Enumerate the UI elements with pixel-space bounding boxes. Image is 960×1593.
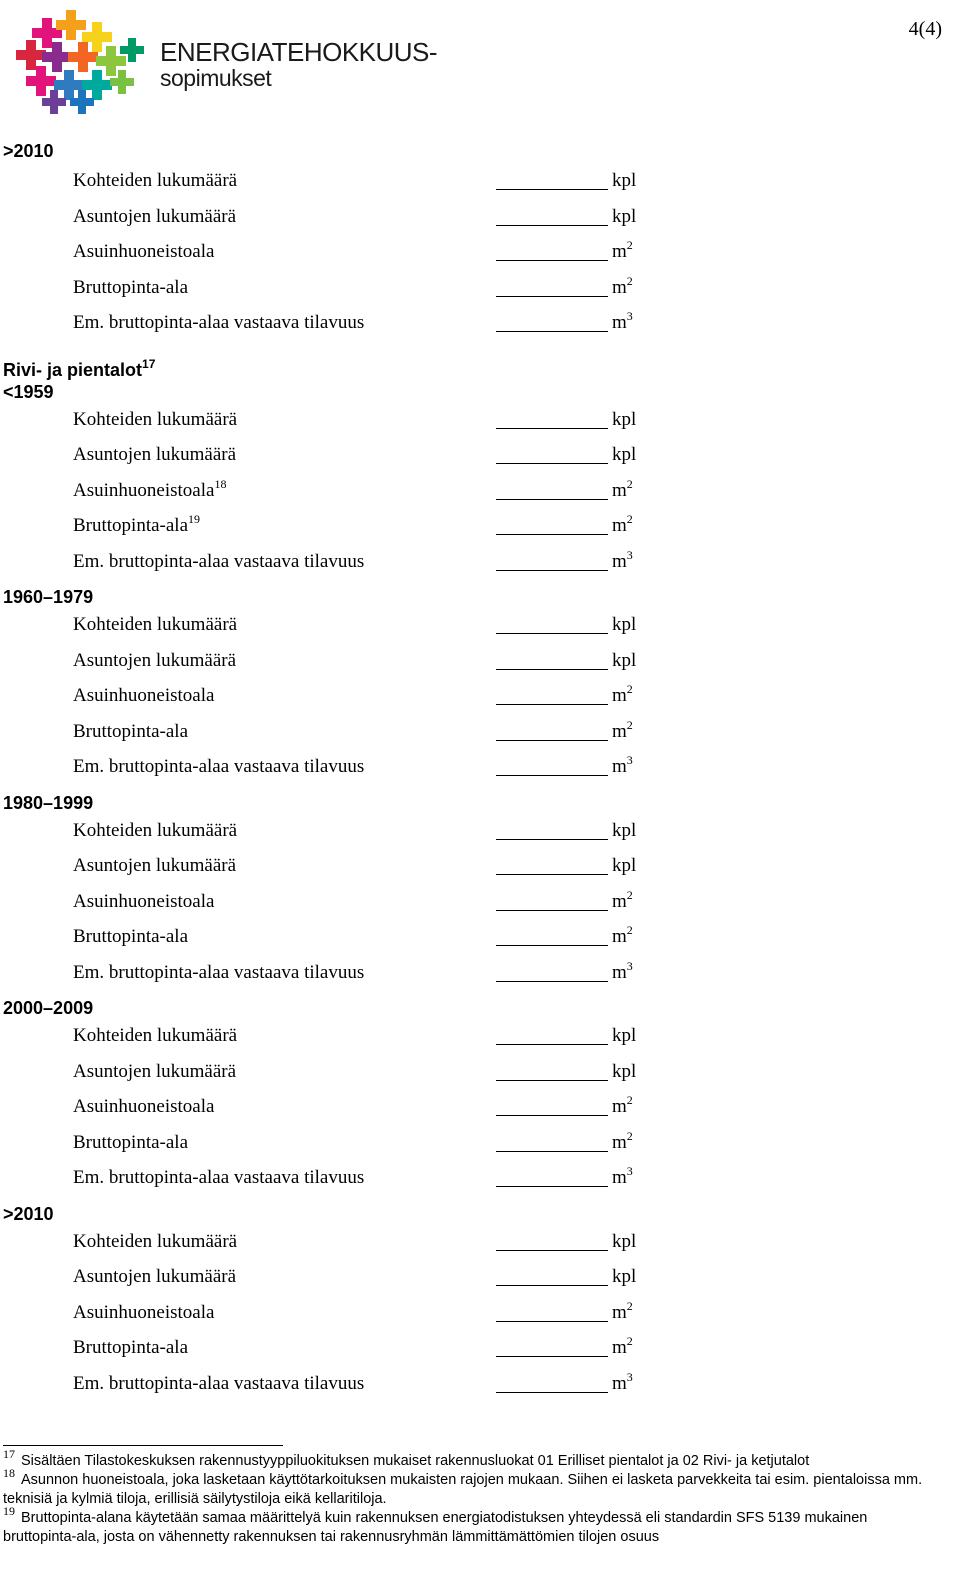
footnotes [3,1447,943,1547]
period-heading: <1959 [3,381,54,402]
unit-text: kpl [612,649,637,671]
field-label-text: Em. bruttopinta-alaa vastaava tilavuus [73,312,365,333]
fill-in-blank[interactable] [496,910,608,911]
unit-text: kpl [612,170,637,191]
unit-label [612,958,633,985]
unit-text: kpl [612,408,637,430]
fill-in-blank[interactable] [496,1080,608,1081]
unit-text: m [612,312,627,333]
period-heading: >2010 [3,141,54,161]
fill-in-blank[interactable] [496,225,608,226]
fill-in-blank[interactable] [496,633,608,634]
field-label-text: Asuntojen lukumäärä [73,855,237,876]
fill-in-blank[interactable] [496,775,608,776]
unit-exponent: 2 [626,476,633,491]
field-label [73,1131,188,1155]
unit-exponent: 2 [626,1093,633,1107]
unit-exponent: 2 [626,887,633,902]
unit-label [612,717,633,744]
unit-label [612,205,636,229]
fill-in-blank[interactable] [496,1250,608,1251]
unit-exponent: 2 [626,1334,633,1348]
form-row [0,885,960,921]
form-row [0,1331,960,1367]
fill-in-blank[interactable] [496,1321,608,1322]
field-label-text: Asuinhuoneistoala [73,890,215,912]
unit-label [612,169,636,193]
field-label-text: Asuinhuoneistoala [73,685,215,706]
unit-label [612,240,633,264]
unit-label [612,1166,633,1190]
footnote-text: Asunnon huoneistoala, joka lasketaan käyttötarkoituksen mukaisten rajojen mukaan. Siihen ei lasketa parvekkeita tai esim. pientaloissa mm. teknisiä ja kylmiä tiloja, erillisiä säilytystiloja eikä kellaritiloja. [3,1472,923,1507]
section-gap [0,342,960,359]
form-row [0,849,960,885]
unit-text: m [612,241,627,262]
field-label-text: Asuinhuoneistoala [73,479,215,501]
field-label [73,169,237,193]
unit-label [612,925,633,949]
logo-line1: ENERGIATEHOKKUUS- [160,37,438,67]
field-label [73,1301,214,1325]
form-row [0,1019,960,1055]
field-label [73,684,214,708]
footnote [3,1466,943,1509]
field-label [73,961,364,985]
form-row [0,1296,960,1332]
unit-label [612,273,633,300]
unit-exponent: 2 [626,717,633,732]
field-label [73,276,188,300]
field-label-text: Bruttopinta-ala [73,1131,189,1153]
field-label-text: Kohteiden lukumäärä [73,614,238,635]
form-row [0,200,960,236]
logo-line2: sopimukset [160,65,272,91]
unit-label [612,755,633,779]
field-label [73,205,236,229]
unit-exponent: 2 [626,273,633,288]
unit-text: kpl [612,1025,637,1046]
unit-label [612,887,633,914]
field-label [73,819,237,843]
unit-exponent: 3 [626,309,633,323]
form-row [0,1090,960,1126]
unit-label [612,514,633,538]
fill-in-blank[interactable] [496,945,608,946]
unit-text: m [612,550,627,572]
unit-exponent: 3 [626,1369,633,1384]
form-row [0,1055,960,1091]
field-label-text: Bruttopinta-ala [73,276,189,298]
fill-in-blank[interactable] [496,981,608,982]
form-row [0,509,960,545]
period-heading: 1980–1999 [3,792,94,813]
unit-label [612,819,636,843]
field-label-text: Asuntojen lukumäärä [73,444,237,465]
footnote-ref: 19 [188,512,201,526]
unit-text: kpl [612,1060,637,1082]
unit-text: m [612,926,627,947]
period-heading: >2010 [3,1203,54,1224]
footnote-ref: 17 [142,356,156,371]
form-row [0,164,960,200]
unit-text: m [612,756,627,777]
form-row [0,814,960,850]
fill-in-blank[interactable] [496,1186,608,1187]
field-label-text: Asuinhuoneistoala [73,241,215,262]
field-label [73,1024,237,1048]
field-label [73,925,188,949]
fill-in-blank[interactable] [496,1151,608,1152]
fill-in-blank[interactable] [496,1115,608,1116]
field-label-text: Asuinhuoneistoala [73,1096,215,1117]
field-label-text: Kohteiden lukumäärä [73,819,238,841]
unit-text: kpl [612,205,637,227]
fill-in-blank[interactable] [496,1392,608,1393]
fill-in-blank[interactable] [496,570,608,571]
period-heading: 1960–1979 [3,587,94,607]
unit-exponent: 3 [626,958,633,973]
field-label [73,1372,364,1396]
field-label [73,514,200,538]
footnote-divider [3,1445,283,1446]
field-label-text: Kohteiden lukumäärä [73,170,238,191]
logo-wordmark [160,38,437,90]
footnote-number: 17 [3,1447,15,1461]
unit-label [612,311,633,335]
unit-exponent: 2 [626,682,633,696]
unit-label [612,1369,633,1396]
form-row [0,545,960,581]
footnote-number: 19 [3,1504,15,1518]
section-heading-text: Rivi- ja pientalot [3,359,143,380]
fill-in-blank[interactable] [496,428,608,429]
unit-text: m [612,479,627,501]
field-label [73,613,237,637]
unit-text: kpl [612,819,637,841]
unit-exponent: 3 [626,1164,633,1178]
field-label-text: Kohteiden lukumäärä [73,1230,238,1252]
unit-label [612,684,633,708]
unit-label [612,1336,633,1360]
footnote-text: Bruttopinta-alana käytetään samaa määrittelyä kuin rakennuksen energiatodistuksen yhteydessä eli standardin SFS 5139 mukainen bruttopinta-ala, josta on vähennetty rakennuksen tai rakennusryhmän lämmittämättömien tilojen osuus [3,1510,868,1545]
form-row [0,1367,960,1403]
fill-in-blank[interactable] [496,534,608,535]
field-label-text: Em. bruttopinta-alaa vastaava tilavuus [73,1372,365,1394]
unit-exponent: 3 [626,753,633,767]
fill-in-blank[interactable] [496,839,608,840]
field-label-text: Kohteiden lukumäärä [73,408,238,430]
unit-label [612,547,633,574]
form-row [0,1161,960,1197]
unit-label [612,1230,636,1254]
field-label-text: Asuinhuoneistoala [73,1301,215,1323]
fill-in-blank[interactable] [496,1044,608,1045]
fill-in-blank[interactable] [496,463,608,464]
fill-in-blank[interactable] [496,189,608,190]
form-row [0,608,960,644]
unit-text: m [612,1131,627,1153]
field-label-text: Bruttopinta-ala [73,1337,189,1358]
field-label-text: Em. bruttopinta-alaa vastaava tilavuus [73,961,365,983]
field-label-text: Em. bruttopinta-alaa vastaava tilavuus [73,756,365,777]
unit-label [612,408,636,432]
unit-text: kpl [612,855,637,876]
unit-text: kpl [612,614,637,635]
fill-in-blank[interactable] [496,331,608,332]
unit-text: m [612,890,627,912]
fill-in-blank[interactable] [496,296,608,297]
form-row [0,438,960,474]
field-label-text: Em. bruttopinta-alaa vastaava tilavuus [73,550,365,572]
field-label [73,443,236,467]
field-label [73,720,188,744]
fill-in-blank[interactable] [496,499,608,500]
field-label [73,1230,237,1254]
field-label [73,1336,188,1360]
unit-exponent: 2 [626,1128,633,1143]
footnote [3,1504,943,1547]
unit-label [612,649,636,673]
field-label-text: Asuntojen lukumäärä [73,649,237,671]
unit-text: m [612,515,627,536]
field-label-text: Asuntojen lukumäärä [73,1060,237,1082]
period-heading: 2000–2009 [3,998,94,1018]
field-label-text: Bruttopinta-ala [73,515,189,536]
fill-in-blank[interactable] [496,704,608,705]
footnote-number: 18 [3,1466,15,1480]
form-content [0,138,960,1402]
fill-in-blank[interactable] [496,669,608,670]
field-label [73,408,237,432]
field-label [73,476,227,503]
unit-label [612,1095,633,1119]
field-label [73,1060,236,1084]
field-label-text: Asuntojen lukumäärä [73,1266,237,1287]
field-label [73,1095,214,1119]
unit-label [612,476,633,503]
unit-text: m [612,720,627,742]
unit-label [612,1265,636,1289]
section-heading [0,356,960,381]
unit-exponent: 2 [626,923,633,937]
form-row [0,750,960,786]
unit-text: m [612,961,627,983]
fill-in-blank[interactable] [496,1356,608,1357]
unit-text: kpl [612,444,637,465]
form-row [0,1260,960,1296]
unit-label [612,1060,636,1084]
unit-label [612,613,636,637]
field-label [73,649,236,673]
fill-in-blank[interactable] [496,1285,608,1286]
unit-text: m [612,276,627,298]
field-label [73,311,364,335]
unit-text: m [612,1096,627,1117]
unit-label [612,443,636,467]
form-row [0,1225,960,1261]
unit-label [612,1128,633,1155]
fill-in-blank[interactable] [496,740,608,741]
field-label [73,1166,364,1190]
unit-exponent: 2 [626,1298,633,1313]
footnote-text: Sisältäen Tilastokeskuksen rakennustyyppiluokituksen mukaiset rakennusluokat 01 Erilliset pientalot ja 02 Rivi- ja ketjutalot [21,1453,810,1469]
field-label [73,890,214,914]
unit-text: m [612,1372,627,1394]
unit-text: m [612,1167,627,1188]
field-label [73,550,364,574]
field-label-text: Kohteiden lukumäärä [73,1025,238,1046]
field-label-text: Bruttopinta-ala [73,926,189,947]
form-row [0,715,960,751]
footnote [3,1447,943,1471]
energiatehokkuus-logo-icon [12,6,152,114]
form-row [0,403,960,439]
field-label-text: Em. bruttopinta-alaa vastaava tilavuus [73,1167,365,1188]
page-number: 4(4) [908,18,942,40]
form-row [0,235,960,271]
field-label-text: Asuntojen lukumäärä [73,205,237,227]
field-label [73,854,236,878]
unit-text: m [612,685,627,706]
unit-label [612,1298,633,1325]
unit-exponent: 3 [626,547,633,562]
form-row [0,271,960,307]
form-row [0,920,960,956]
unit-text: m [612,1301,627,1323]
footnote-ref: 18 [214,476,227,491]
form-row [0,474,960,510]
unit-label [612,1024,636,1048]
unit-text: kpl [612,1266,637,1287]
form-row [0,1126,960,1162]
fill-in-blank[interactable] [496,874,608,875]
form-row [0,956,960,992]
form-row [0,644,960,680]
unit-text: m [612,1337,627,1358]
form-row [0,306,960,342]
fill-in-blank[interactable] [496,260,608,261]
field-label [73,1265,236,1289]
unit-text: kpl [612,1230,637,1252]
field-label [73,240,214,264]
form-row [0,679,960,715]
field-label-text: Bruttopinta-ala [73,720,189,742]
field-label [73,755,364,779]
unit-exponent: 2 [626,238,633,252]
unit-label [612,854,636,878]
unit-exponent: 2 [626,512,633,526]
